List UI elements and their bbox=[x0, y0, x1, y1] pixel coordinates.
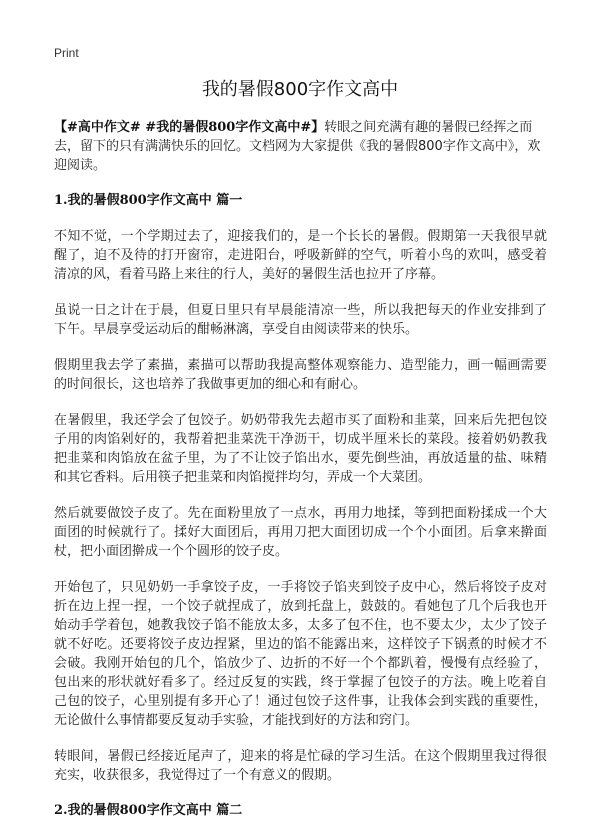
intro-paragraph bbox=[54, 118, 547, 175]
article-body bbox=[54, 118, 547, 820]
print-link[interactable]: Print bbox=[54, 46, 79, 60]
section-heading-2: 2.我的暑假800字作文高中 篇二 bbox=[54, 803, 243, 818]
intro-tag: 【#高中作文# #我的暑假800字作文高中#】 bbox=[54, 120, 325, 135]
section-heading-1: 1.我的暑假800字作文高中 篇一 bbox=[54, 193, 243, 208]
paragraph: 转眼间，暑假已经接近尾声了，迎来的将是忙碌的学习生活。在这个假期里我过得很充实，收获很多，我觉得过了一个有意义的假期。 bbox=[54, 749, 547, 783]
paragraph: 不知不觉，一个学期过去了，迎接我们的，是一个长长的暑假。假期第一天我很早就醒了，迫不及待的打开窗帘，走进阳台，呼吸新鲜的空气，听着小鸟的欢叫，感受着清凉的风，看着马路上来往的行人，美好的暑假生活也拉开了序幕。 bbox=[54, 229, 547, 282]
intro-text: 转眼之间充满有趣的暑假已经挥之而去，留下的只有满满快乐的回忆。文档网为大家提供《我的暑假800字作文高中》，欢迎阅读。 bbox=[54, 120, 541, 173]
paragraph: 假期里我去学了素描，素描可以帮助我提高整体观察能力、造型能力，画一幅画需要的时间很长，这也培养了我做事更加的细心和有耐心。 bbox=[54, 358, 547, 392]
paragraph: 开始包了，只见奶奶一手拿饺子皮，一手将饺子馅夹到饺子皮中心，然后将饺子皮对折在边上捏一捏，一个饺子就捏成了，放到托盘上，鼓鼓的。看她包了几个后我也开始动手学着包，她教我饺子馅不能放太多，太多了包不住，也不要太少，太少了饺子就不好吃。还要将饺子皮边捏紧，里边的馅不能露出来，这样饺子下锅煮的时候才不会破。我刚开始包的几个，馅放少了、边折的不好一个个都趴着，慢慢有点经验了，包出来的形状就好看多了。经过反复的实践，终于掌握了包饺子的方法。晚上吃着自己包的饺子，心里别提有多开心了！通过包饺子这件事，让我体会到实践的重要性，无论做什么事情都要反复动手实验，才能找到好的方法和窍门。 bbox=[54, 580, 547, 728]
paragraph: 然后就要做饺子皮了。先在面粉里放了一点水，再用力地揉，等到把面粉揉成一个大面团的时候就行了。揉好大面团后，再用刀把大面团切成一个个小面团。后拿来擀面杖，把小面团擀成一个个圆形的饺子皮。 bbox=[54, 506, 547, 559]
paragraph: 虽说一日之计在于晨，但夏日里只有早晨能清凉一些，所以我把每天的作业安排到了下午。早晨享受运动后的酣畅淋漓，享受自由阅读带来的快乐。 bbox=[54, 303, 547, 337]
document-title: 我的暑假800字作文高中 bbox=[201, 79, 399, 100]
paragraph: 在暑假里，我还学会了包饺子。奶奶带我先去超市买了面粉和韭菜，回来后先把包饺子用的肉馅剁好的，我帮着把韭菜洗干净沥干，切成半厘米长的菜段。接着奶奶教我把韭菜和肉馅放在盆子里，为了不让饺子馅出水，要先倒些油，再放适量的盐、味精和其它香料。后用筷子把韭菜和肉馅搅拌均匀，弄成一个大菜团。 bbox=[54, 413, 547, 485]
